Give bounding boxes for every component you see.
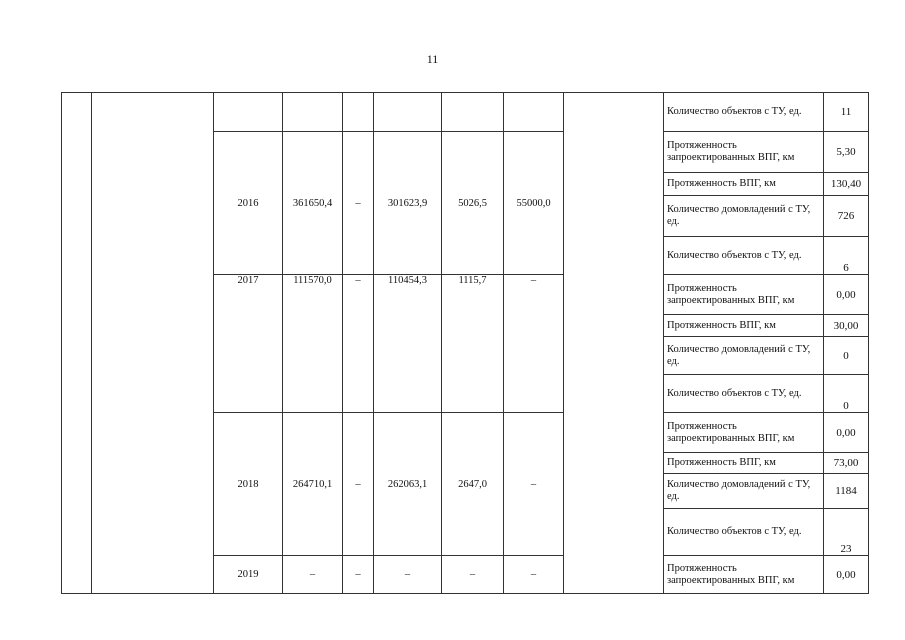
indicator-label: Протяженность запроектированных ВПГ, км bbox=[664, 413, 824, 453]
local-2016: 5026,5 bbox=[442, 132, 504, 275]
total-cell-empty bbox=[283, 93, 343, 132]
year-2017: 2017 bbox=[214, 275, 283, 413]
indicator-value: 6 bbox=[824, 237, 869, 275]
activity-name-cell bbox=[92, 93, 214, 594]
indicator-value: 0 bbox=[824, 375, 869, 413]
indicator-value: 0 bbox=[824, 337, 869, 375]
indicator-label: Протяженность ВПГ, км bbox=[664, 453, 824, 474]
page-number: 11 bbox=[426, 52, 439, 66]
indicator-value: 1184 bbox=[824, 474, 869, 509]
local-2017: 1115,7 bbox=[442, 275, 504, 413]
federal-cell-empty bbox=[343, 93, 374, 132]
indicator-label: Протяженность ВПГ, км bbox=[664, 173, 824, 196]
federal-2017: – bbox=[343, 275, 374, 413]
regional-2019: – bbox=[374, 556, 442, 594]
indicator-label: Протяженность ВПГ, км bbox=[664, 315, 824, 337]
regional-2016: 301623,9 bbox=[374, 132, 442, 275]
year-2016: 2016 bbox=[214, 132, 283, 275]
total-2017: 111570,0 bbox=[283, 275, 343, 413]
year-2018: 2018 bbox=[214, 413, 283, 556]
regional-2018: 262063,1 bbox=[374, 413, 442, 556]
indicator-label: Протяженность запроектированных ВПГ, км bbox=[664, 556, 824, 594]
indicator-label: Количество домовладений с ТУ, ед. bbox=[664, 337, 824, 375]
extra-2017: – bbox=[504, 275, 564, 413]
indicator-label: Протяженность запроектированных ВПГ, км bbox=[664, 275, 824, 315]
indicator-value: 130,40 bbox=[824, 173, 869, 196]
indicator-label: Количество домовладений с ТУ, ед. bbox=[664, 474, 824, 509]
indicator-value: 11 bbox=[824, 93, 869, 132]
total-2016: 361650,4 bbox=[283, 132, 343, 275]
table-row bbox=[62, 93, 869, 132]
indicator-value: 30,00 bbox=[824, 315, 869, 337]
extra-2016: 55000,0 bbox=[504, 132, 564, 275]
indicator-label: Количество объектов с ТУ, ед. bbox=[664, 375, 824, 413]
indicator-value: 0,00 bbox=[824, 413, 869, 453]
year-2019: 2019 bbox=[214, 556, 283, 594]
indicator-value: 73,00 bbox=[824, 453, 869, 474]
program-table bbox=[61, 92, 869, 594]
indicator-label: Количество домовладений с ТУ, ед. bbox=[664, 196, 824, 237]
executor-cell bbox=[564, 93, 664, 594]
total-2018: 264710,1 bbox=[283, 413, 343, 556]
regional-2017: 110454,3 bbox=[374, 275, 442, 413]
federal-2018: – bbox=[343, 413, 374, 556]
local-2019: – bbox=[442, 556, 504, 594]
indicator-label: Количество объектов с ТУ, ед. bbox=[664, 509, 824, 556]
federal-2019: – bbox=[343, 556, 374, 594]
year-cell-empty bbox=[214, 93, 283, 132]
indicator-value: 5,30 bbox=[824, 132, 869, 173]
indicator-value: 726 bbox=[824, 196, 869, 237]
indicator-value: 0,00 bbox=[824, 556, 869, 594]
local-cell-empty bbox=[442, 93, 504, 132]
indicator-value: 23 bbox=[824, 509, 869, 556]
regional-cell-empty bbox=[374, 93, 442, 132]
indicator-label: Количество объектов с ТУ, ед. bbox=[664, 93, 824, 132]
federal-2016: – bbox=[343, 132, 374, 275]
extra-cell-empty bbox=[504, 93, 564, 132]
indicator-value: 0,00 bbox=[824, 275, 869, 315]
local-2018: 2647,0 bbox=[442, 413, 504, 556]
extra-2018: – bbox=[504, 413, 564, 556]
indicator-label: Количество объектов с ТУ, ед. bbox=[664, 237, 824, 275]
extra-2019: – bbox=[504, 556, 564, 594]
total-2019: – bbox=[283, 556, 343, 594]
number-cell bbox=[62, 93, 92, 594]
indicator-label: Протяженность запроектированных ВПГ, км bbox=[664, 132, 824, 173]
